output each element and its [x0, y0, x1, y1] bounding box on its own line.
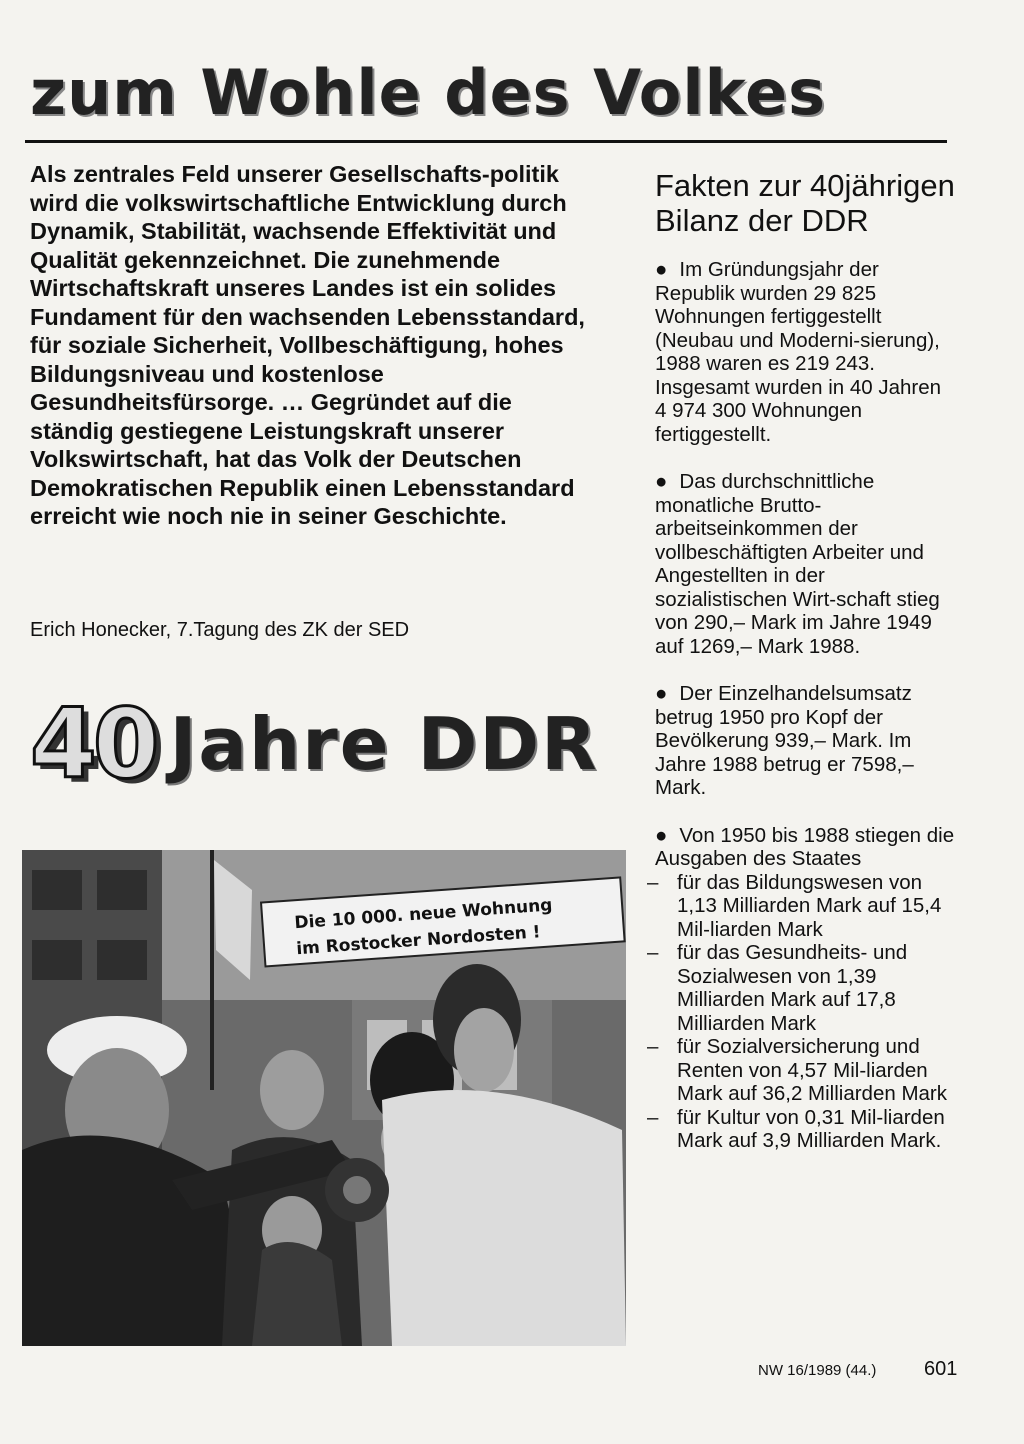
bullet-icon: ● — [655, 823, 668, 847]
fact-item — [655, 470, 955, 658]
facts-sidebar — [655, 168, 955, 1153]
quote-attribution: Erich Honecker, 7.Tagung des ZK der SED — [30, 619, 410, 641]
fact-text: Im Gründungsjahr der Republik wurden 29 825 Wohnungen fertiggestellt (Neubau und Moderni-sierung), 1988 waren es 219 243. Insgesamt wurden in 40 Jahren 4 974 300 Wohnungen fertiggestellt. — [655, 258, 942, 446]
news-photo — [22, 850, 626, 1346]
fact-text: Von 1950 bis 1988 stiegen die Ausgaben des Staates — [655, 823, 955, 870]
bullet-icon: ● — [655, 258, 668, 281]
fact-text: Der Einzelhandelsumsatz betrug 1950 pro Kopf der Bevölkerung 939,– Mark. Im Jahre 1988 betrug er 7598,– Mark. — [655, 682, 914, 799]
page-number: 601 — [924, 1358, 958, 1380]
sidebar-title: Fakten zur 40jährigen Bilanz der DDR — [655, 168, 955, 238]
bullet-icon: ● — [655, 682, 668, 705]
photo-illustration — [22, 850, 626, 1346]
fact-item — [655, 824, 955, 1153]
anniversary-text: Jahre DDR — [169, 702, 599, 786]
anniversary-logo — [30, 688, 630, 800]
anniversary-number: 40 — [30, 688, 156, 800]
list-item: – für das Bildungswesen von 1,13 Milliarden Mark auf 15,4 Mil-liarden Mark — [655, 871, 955, 942]
list-item: – für Sozialversicherung und Renten von 4,57 Mil-liarden Mark auf 36,2 Milliarden Mark — [655, 1035, 955, 1106]
fact-subitems — [655, 871, 955, 1153]
fact-item — [655, 682, 955, 800]
headline-rule — [25, 140, 947, 143]
bullet-icon: ● — [655, 470, 668, 493]
fact-text: Das durchschnittliche monatliche Brutto-arbeitseinkommen der vollbeschäftigten Arbeiter und Angestellten in der sozialistischen Wirt-schaft stieg von 290,– Mark im Jahre 1949 auf 1269,– Mark 1988. — [655, 470, 940, 658]
fact-item — [655, 258, 955, 446]
quote-text: Als zentrales Feld unserer Gesellschafts-politik wird die volkswirtschaftliche Entwicklung durch Dynamik, Stabilität, wachsende Effektivität und Qualität gekennzeichnet. Die zunehmende Wirtschaftskraft unseres Landes ist ein solides Fundament für den wachsenden Lebensstandard, für soziale Sicherheit, Vollbeschäftigung, hohes Bildungsniveau und kostenlose Gesundheitsfürsorge. … Gegründet auf die ständig gestiegene Leistungskraft unserer Volkswirtschaft, hat das Volk der Deutschen Demokratischen Republik einen Lebensstandard erreicht wie noch nie in seiner Geschichte. — [30, 161, 585, 529]
banner-line-2: im Rostocker Nordosten ! — [295, 922, 542, 960]
list-item: – für Kultur von 0,31 Mil-liarden Mark auf 3,9 Milliarden Mark. — [655, 1106, 955, 1153]
headline: zum Wohle des Volkes — [30, 56, 827, 129]
issue-reference: NW 16/1989 (44.) — [758, 1362, 877, 1379]
list-item: – für das Gesundheits- und Sozialwesen von 1,39 Milliarden Mark auf 17,8 Milliarden Mark — [655, 941, 955, 1035]
banner-line-1: Die 10 000. neue Wohnung — [293, 895, 554, 934]
